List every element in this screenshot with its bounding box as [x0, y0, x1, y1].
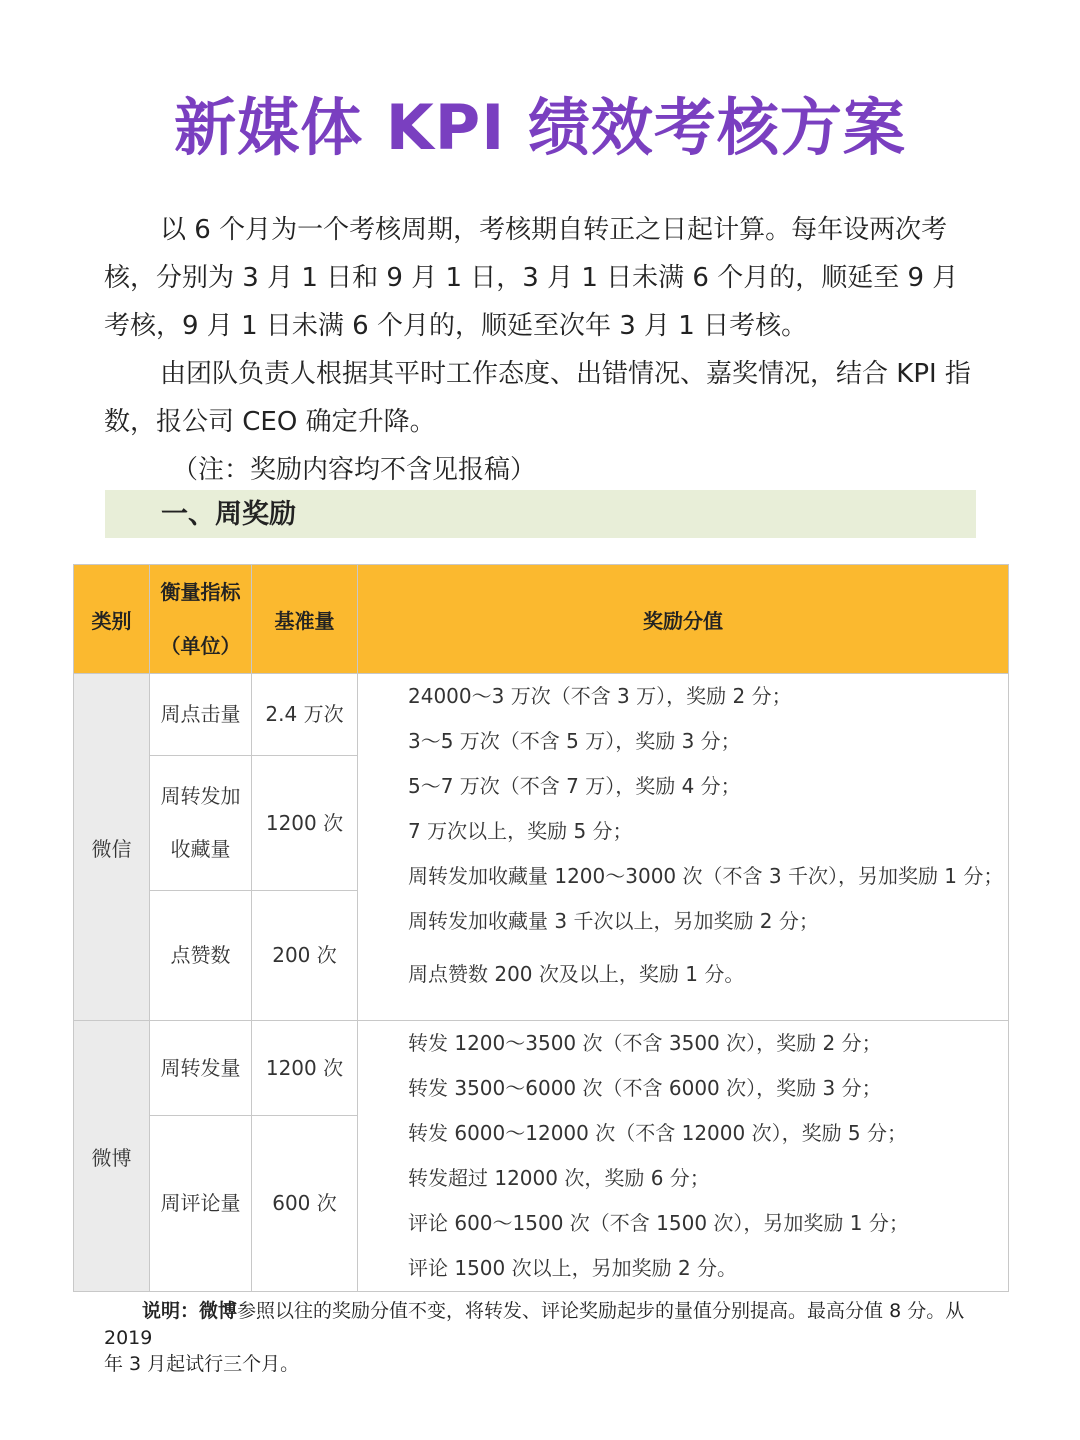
intro-note: （注：奖励内容均不含见报稿） [172, 455, 537, 485]
table-row [74, 674, 1009, 756]
reward-line: 转发 1200～3500 次（不含 3500 次），奖励 2 分； [408, 1031, 882, 1055]
section-title: 一、周奖励 [161, 499, 296, 530]
header-category: 类别 [74, 565, 150, 674]
wechat-rewards [358, 674, 1009, 1021]
page-title: 新媒体 KPI 绩效考核方案 [174, 91, 906, 164]
kpi-table [73, 564, 1009, 1292]
baseline-cell: 1200 次 [252, 1021, 358, 1116]
reward-line: 3～5 万次（不含 5 万），奖励 3 分； [408, 729, 741, 753]
section-header [105, 490, 976, 538]
reward-line: 转发 6000～12000 次（不含 12000 次），奖励 5 分； [408, 1121, 908, 1145]
metric-cell: 点赞数 [150, 891, 252, 1021]
reward-line: 转发 3500～6000 次（不含 6000 次），奖励 3 分； [408, 1076, 882, 1100]
baseline-cell: 2.4 万次 [252, 674, 358, 756]
category-weibo: 微博 [74, 1021, 150, 1292]
reward-line: 转发超过 12000 次，奖励 6 分； [408, 1166, 710, 1190]
baseline-cell: 600 次 [252, 1116, 358, 1292]
reward-line: 7 万次以上，奖励 5 分； [408, 819, 633, 843]
table-row [74, 1021, 1009, 1116]
footer-text: 参照以往的奖励分值不变，将转发、评论奖励起步的量值分别提高。最高分值 8 分。从 2019 [104, 1300, 965, 1349]
header-metric [150, 565, 252, 674]
metric-cell: 周转发量 [150, 1021, 252, 1116]
metric-cell: 周点击量 [150, 674, 252, 756]
metric-line2: 收藏量 [170, 837, 231, 861]
reward-line: 周点赞数 200 次及以上，奖励 1 分。 [408, 962, 745, 986]
metric-cell [150, 756, 252, 891]
metric-cell: 周评论量 [150, 1116, 252, 1292]
intro-paragraph-1: 以 6 个月为一个考核周期，考核期自转正之日起计算。每年设两次考核，分别为 3 月 1 日和 9 月 1 日，3 月 1 日未满 6 个月的，顺延至 9 月考核，9 月 1 日未满 6 个月的，顺延至次年 3 月 1 日考核。 [104, 215, 959, 341]
reward-line: 5～7 万次（不含 7 万），奖励 4 分； [408, 774, 741, 798]
header-baseline: 基准量 [252, 565, 358, 674]
reward-line: 评论 600～1500 次（不含 1500 次），另加奖励 1 分； [408, 1211, 909, 1235]
reward-line: 周转发加收藏量 1200～3000 次（不含 3 千次），另加奖励 1 分； [408, 864, 1004, 888]
reward-line: 24000～3 万次（不含 3 万），奖励 2 分； [408, 684, 792, 708]
footer-note-line2: 年 3 月起试行三个月。 [104, 1353, 300, 1375]
baseline-cell: 1200 次 [252, 756, 358, 891]
weibo-rewards [358, 1021, 1009, 1292]
reward-line: 周转发加收藏量 3 千次以上，另加奖励 2 分； [408, 909, 819, 933]
footer-label: 说明： [142, 1300, 200, 1322]
category-wechat: 微信 [74, 674, 150, 1021]
header-reward: 奖励分值 [358, 565, 1009, 674]
reward-line: 评论 1500 次以上，另加奖励 2 分。 [408, 1256, 738, 1280]
baseline-cell: 200 次 [252, 891, 358, 1021]
metric-line1: 周转发加 [160, 784, 241, 808]
footer-bold-word: 微博 [199, 1300, 238, 1322]
intro-paragraph-2: 由团队负责人根据其平时工作态度、出错情况、嘉奖情况，结合 KPI 指数，报公司 CEO 确定升降。 [104, 359, 971, 437]
header-metric-line2: （单位） [160, 634, 241, 658]
table-header-row [74, 565, 1009, 674]
header-metric-line1: 衡量指标 [160, 580, 241, 604]
footer-note-line1 [104, 1298, 980, 1352]
